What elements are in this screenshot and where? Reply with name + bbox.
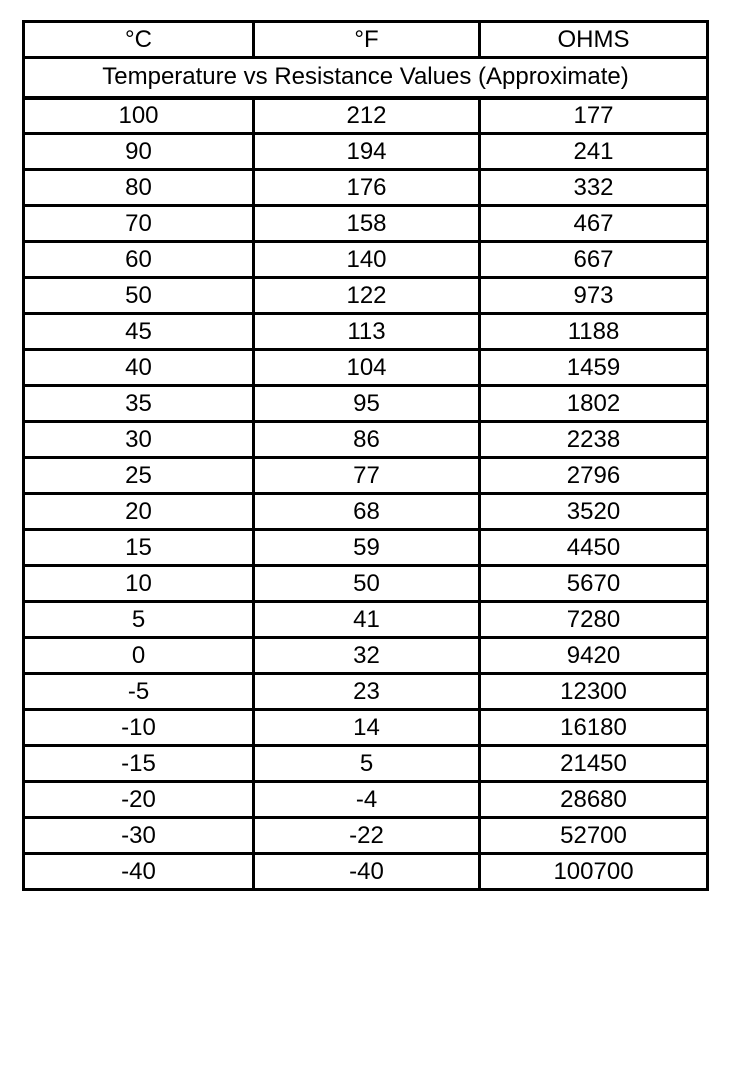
- table-row: [24, 638, 708, 674]
- fahrenheit-cell: 32: [254, 638, 480, 674]
- table-row: [24, 458, 708, 494]
- table-row: [24, 818, 708, 854]
- ohms-cell: 177: [480, 98, 708, 134]
- table-caption: Temperature vs Resistance Values (Approximate): [24, 58, 708, 98]
- celsius-cell: 15: [24, 530, 254, 566]
- celsius-cell: 50: [24, 278, 254, 314]
- fahrenheit-cell: 41: [254, 602, 480, 638]
- table-row: [24, 422, 708, 458]
- table-row: [24, 278, 708, 314]
- ohms-cell: 21450: [480, 746, 708, 782]
- table-row: [24, 98, 708, 134]
- celsius-cell: 80: [24, 170, 254, 206]
- fahrenheit-cell: 5: [254, 746, 480, 782]
- fahrenheit-cell: 122: [254, 278, 480, 314]
- fahrenheit-cell: 140: [254, 242, 480, 278]
- table-row: [24, 134, 708, 170]
- table-body: [24, 98, 708, 890]
- ohms-cell: 332: [480, 170, 708, 206]
- ohms-cell: 100700: [480, 854, 708, 890]
- table-row: [24, 854, 708, 890]
- celsius-cell: 35: [24, 386, 254, 422]
- header-row: [24, 22, 708, 58]
- fahrenheit-cell: -40: [254, 854, 480, 890]
- table-row: [24, 530, 708, 566]
- fahrenheit-cell: 59: [254, 530, 480, 566]
- celsius-cell: 25: [24, 458, 254, 494]
- fahrenheit-cell: 50: [254, 566, 480, 602]
- fahrenheit-cell: 104: [254, 350, 480, 386]
- header-ohms: OHMS: [480, 22, 708, 58]
- fahrenheit-cell: -4: [254, 782, 480, 818]
- fahrenheit-cell: 212: [254, 98, 480, 134]
- ohms-cell: 1802: [480, 386, 708, 422]
- table-row: [24, 746, 708, 782]
- celsius-cell: 100: [24, 98, 254, 134]
- table-row: [24, 494, 708, 530]
- ohms-cell: 667: [480, 242, 708, 278]
- ohms-cell: 28680: [480, 782, 708, 818]
- fahrenheit-cell: 14: [254, 710, 480, 746]
- celsius-cell: -10: [24, 710, 254, 746]
- celsius-cell: 10: [24, 566, 254, 602]
- fahrenheit-cell: 68: [254, 494, 480, 530]
- table-row: [24, 170, 708, 206]
- celsius-cell: 60: [24, 242, 254, 278]
- celsius-cell: 40: [24, 350, 254, 386]
- fahrenheit-cell: 77: [254, 458, 480, 494]
- fahrenheit-cell: 158: [254, 206, 480, 242]
- celsius-cell: -40: [24, 854, 254, 890]
- table-row: [24, 782, 708, 818]
- fahrenheit-cell: 86: [254, 422, 480, 458]
- ohms-cell: 7280: [480, 602, 708, 638]
- ohms-cell: 241: [480, 134, 708, 170]
- celsius-cell: 30: [24, 422, 254, 458]
- table-row: [24, 206, 708, 242]
- celsius-cell: 45: [24, 314, 254, 350]
- ohms-cell: 1188: [480, 314, 708, 350]
- celsius-cell: 70: [24, 206, 254, 242]
- table-row: [24, 710, 708, 746]
- celsius-cell: 90: [24, 134, 254, 170]
- celsius-cell: 20: [24, 494, 254, 530]
- celsius-cell: -5: [24, 674, 254, 710]
- fahrenheit-cell: 194: [254, 134, 480, 170]
- ohms-cell: 2238: [480, 422, 708, 458]
- ohms-cell: 2796: [480, 458, 708, 494]
- fahrenheit-cell: -22: [254, 818, 480, 854]
- ohms-cell: 16180: [480, 710, 708, 746]
- ohms-cell: 5670: [480, 566, 708, 602]
- fahrenheit-cell: 23: [254, 674, 480, 710]
- ohms-cell: 1459: [480, 350, 708, 386]
- fahrenheit-cell: 95: [254, 386, 480, 422]
- ohms-cell: 3520: [480, 494, 708, 530]
- header-fahrenheit: °F: [254, 22, 480, 58]
- table-row: [24, 242, 708, 278]
- ohms-cell: 9420: [480, 638, 708, 674]
- fahrenheit-cell: 113: [254, 314, 480, 350]
- ohms-cell: 467: [480, 206, 708, 242]
- celsius-cell: -30: [24, 818, 254, 854]
- table-row: [24, 314, 708, 350]
- table-row: [24, 674, 708, 710]
- ohms-cell: 52700: [480, 818, 708, 854]
- table-row: [24, 350, 708, 386]
- ohms-cell: 12300: [480, 674, 708, 710]
- celsius-cell: 5: [24, 602, 254, 638]
- fahrenheit-cell: 176: [254, 170, 480, 206]
- celsius-cell: -20: [24, 782, 254, 818]
- table-row: [24, 566, 708, 602]
- temperature-resistance-table-container: [22, 20, 706, 891]
- table-row: [24, 602, 708, 638]
- header-celsius: °C: [24, 22, 254, 58]
- temperature-resistance-table: [22, 20, 709, 891]
- celsius-cell: -15: [24, 746, 254, 782]
- caption-row: [24, 58, 708, 98]
- celsius-cell: 0: [24, 638, 254, 674]
- ohms-cell: 973: [480, 278, 708, 314]
- ohms-cell: 4450: [480, 530, 708, 566]
- table-row: [24, 386, 708, 422]
